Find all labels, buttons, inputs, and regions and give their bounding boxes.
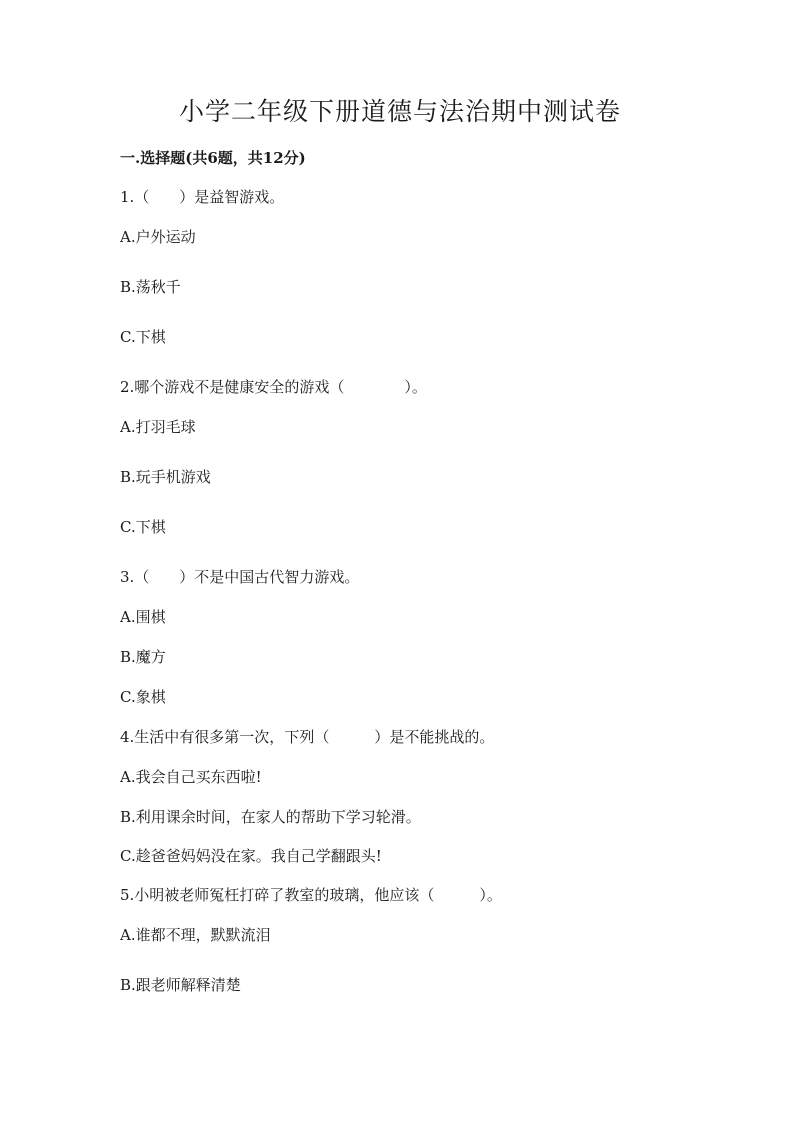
question-4-stem: 4.生活中有很多第一次，下列（ ）是不能挑战的。 bbox=[120, 728, 495, 746]
question-2-stem: 2.哪个游戏不是健康安全的游戏（ ）。 bbox=[120, 378, 427, 396]
question-2-option-a: A.打羽毛球 bbox=[120, 418, 196, 436]
question-3-option-a: A.围棋 bbox=[120, 608, 166, 626]
question-1-option-c: C.下棋 bbox=[120, 328, 166, 346]
question-2-option-c: C.下棋 bbox=[120, 518, 166, 536]
section-heading: 一.选择题(共6题，共12分) bbox=[120, 149, 306, 167]
question-4-option-a: A.我会自己买东西啦! bbox=[120, 768, 262, 786]
question-4-option-b: B.利用课余时间，在家人的帮助下学习轮滑。 bbox=[120, 808, 421, 826]
question-3-stem: 3.（ ）不是中国古代智力游戏。 bbox=[120, 568, 360, 586]
question-3-option-b: B.魔方 bbox=[120, 648, 166, 666]
question-2-option-b: B.玩手机游戏 bbox=[120, 468, 211, 486]
question-1-option-a: A.户外运动 bbox=[120, 228, 196, 246]
page-title: 小学二年级下册道德与法治期中测试卷 bbox=[178, 97, 621, 126]
question-1-option-b: B.荡秋千 bbox=[120, 278, 181, 296]
question-5-option-a: A.谁都不理，默默流泪 bbox=[120, 926, 271, 944]
question-4-option-c: C.趁爸爸妈妈没在家。我自己学翻跟头! bbox=[120, 847, 382, 865]
question-5-option-b: B.跟老师解释清楚 bbox=[120, 976, 241, 994]
question-1-stem: 1.（ ）是益智游戏。 bbox=[120, 188, 285, 206]
question-5-stem: 5.小明被老师冤枉打碎了教室的玻璃，他应该（ ）。 bbox=[120, 886, 502, 904]
question-3-option-c: C.象棋 bbox=[120, 688, 166, 706]
